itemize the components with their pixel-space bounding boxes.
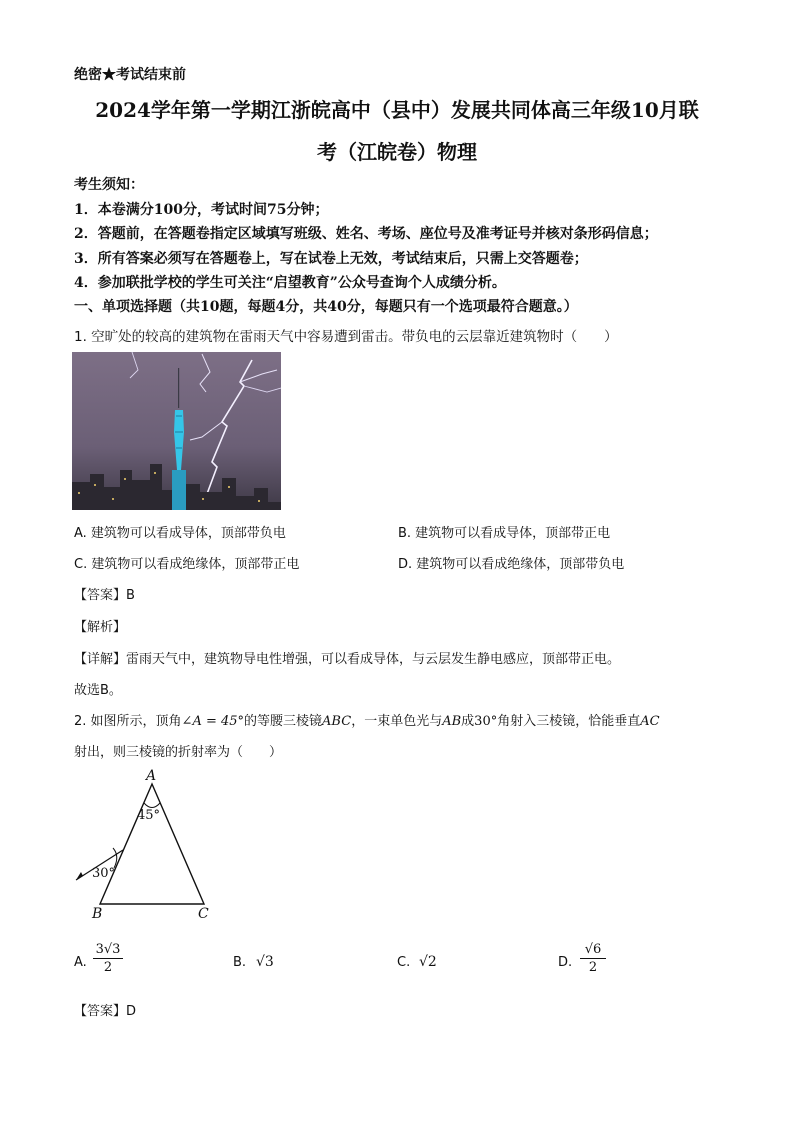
q1-option-c: C. 建筑物可以看成绝缘体，顶部带正电 <box>74 557 300 572</box>
q1-detail-text: 雷雨天气中，建筑物导电性增强，可以看成导体，与云层发生静电感应，顶部带正电。 <box>126 652 621 667</box>
q2-answer <box>74 1000 136 1019</box>
ray-angle-label: 30° <box>92 866 116 881</box>
vertex-c-label: C <box>198 906 209 922</box>
answer-tag: 【答案】 <box>74 1004 127 1019</box>
q2-stem-part: ，一束单色光与 <box>351 714 443 729</box>
exam-title-line2: 考（江皖卷）物理 <box>317 140 477 164</box>
q2-angle-expression: ∠A = 45° <box>181 714 245 729</box>
exam-title-line1: 2024学年第一学期江浙皖高中（县中）发展共同体高三年级10月联 <box>95 98 699 122</box>
q1-analysis-tag: 【解析】 <box>74 620 127 635</box>
q2-stem-part: 角射入三棱镜，恰能垂直 <box>497 714 641 729</box>
lightning-photo <box>72 352 281 510</box>
q2-stem-part: 成 <box>461 714 475 729</box>
q2-stem-line2: 射出，则三棱镜的折射率为（ ） <box>74 745 283 760</box>
q2-stem-prefix: 2. 如图所示，顶角 <box>74 714 182 729</box>
q2-side-ab: AB <box>442 714 462 729</box>
q2-option-d-label: D. <box>558 955 573 970</box>
notice-item-2: 2．答题前，在答题卷指定区域填写班级、姓名、考场、座位号及准考证号并核对条形码信息； <box>74 226 658 242</box>
q2-answer-value: D <box>126 1004 137 1019</box>
q2-stem-part: 的等腰三棱镜 <box>244 714 323 729</box>
ray-arrow <box>76 872 83 880</box>
q1-stem: 1. 空旷处的较高的建筑物在雷雨天气中容易遭到雷击。带负电的云层靠近建筑物时（ ） <box>74 329 618 345</box>
fraction-denominator: 2 <box>588 960 598 975</box>
notice-item-3: 3．所有答案必须写在答题卷上，写在试卷上无效，考试结束后，只需上交答题卷； <box>74 251 588 267</box>
notice-item-4: 4．参加联批学校的学生可关注“启望教育”公众号查询个人成绩分析。 <box>74 275 506 291</box>
q2-option-c-label: C. <box>397 955 411 970</box>
prism-figure <box>70 768 220 928</box>
detail-tag: 【详解】 <box>74 652 127 667</box>
secret-label: 绝密★考试结束前 <box>74 67 186 83</box>
q2-option-a-label: A. <box>74 955 87 970</box>
q2-option-b-value: √3 <box>256 954 274 970</box>
q2-option-c-value: √2 <box>419 954 437 970</box>
vertex-b-label: B <box>92 906 103 922</box>
q1-option-a: A. 建筑物可以看成导体，顶部带负电 <box>74 526 286 541</box>
answer-tag: 【答案】 <box>74 588 127 603</box>
fraction-bar <box>580 958 606 959</box>
q2-side-ac: AC <box>640 714 660 729</box>
notice-heading: 考生须知： <box>74 177 144 193</box>
fraction-numerator: 3√3 <box>95 942 121 957</box>
q2-prism-name: ABC <box>322 714 352 729</box>
q2-option-b-label: B. <box>233 955 247 970</box>
vertex-a-label: A <box>146 768 157 784</box>
q2-angle-30: 30° <box>474 714 498 729</box>
prism-triangle <box>100 784 204 904</box>
q2-option-d-fraction <box>580 942 606 975</box>
q1-answer-value: B <box>126 588 135 603</box>
q1-option-d: D. 建筑物可以看成绝缘体，顶部带负电 <box>398 557 625 572</box>
apex-angle-arc <box>144 803 160 808</box>
q1-option-b: B. 建筑物可以看成导体，顶部带正电 <box>398 526 611 541</box>
section-heading: 一、单项选择题（共10题，每题4分，共40分，每题只有一个选项最符合题意。） <box>74 299 578 315</box>
q2-option-a-fraction <box>93 942 123 975</box>
q1-conclusion: 故选B。 <box>74 683 122 698</box>
q1-detail <box>74 648 620 667</box>
q1-answer <box>74 584 135 603</box>
fraction-denominator: 2 <box>103 960 113 975</box>
notice-item-1: 1．本卷满分100分，考试时间75分钟； <box>74 202 329 218</box>
fraction-numerator: √6 <box>584 942 602 957</box>
q2-stem-line1 <box>74 710 660 729</box>
fraction-bar <box>93 958 123 959</box>
apex-angle-label: 45° <box>137 808 161 823</box>
